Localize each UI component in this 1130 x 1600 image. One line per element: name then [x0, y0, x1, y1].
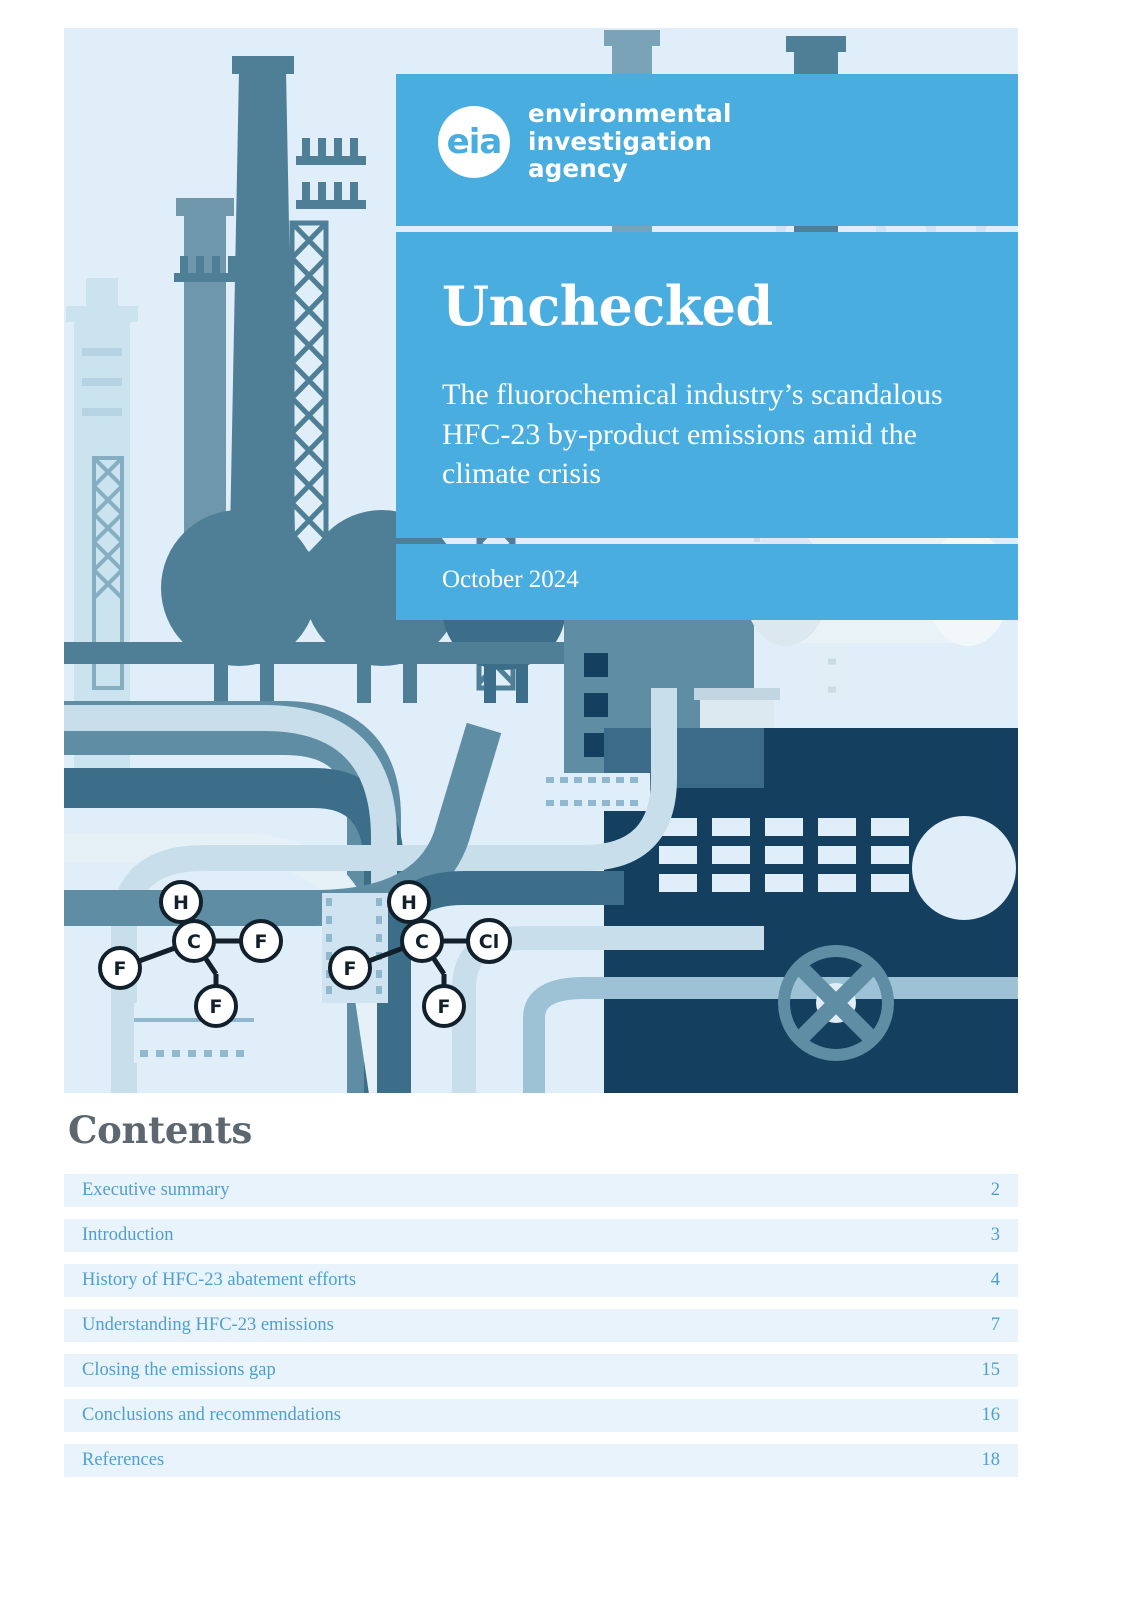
svg-text:H: H: [401, 892, 417, 914]
svg-text:F: F: [343, 958, 357, 980]
contents-heading: Contents: [68, 1108, 253, 1152]
organisation-name-line-2: investigation: [528, 126, 713, 156]
toc-item-label: Executive summary: [82, 1180, 230, 1200]
svg-text:H: H: [173, 892, 189, 914]
toc-row[interactable]: [64, 1444, 1018, 1477]
organisation-name-line-3: agency: [528, 154, 628, 184]
svg-text:F: F: [437, 996, 451, 1018]
toc-item-page: 2: [990, 1180, 1000, 1200]
toc-item-page: 15: [981, 1360, 1000, 1380]
report-title: Unchecked: [442, 274, 773, 338]
svg-text:Cl: Cl: [478, 931, 500, 953]
toc-item-label: History of HFC-23 abatement efforts: [82, 1270, 357, 1290]
contents-section: [64, 1108, 1018, 1489]
toc-row[interactable]: [64, 1174, 1018, 1207]
toc-item-label: Conclusions and recommendations: [82, 1405, 341, 1425]
svg-text:C: C: [415, 931, 429, 953]
toc-item-page: 4: [990, 1270, 1000, 1290]
toc-row[interactable]: [64, 1399, 1018, 1432]
toc-row[interactable]: [64, 1354, 1018, 1387]
logo-mark-text: eia: [446, 122, 502, 162]
cover-title-block: [396, 74, 1018, 620]
logo-band: [396, 74, 1018, 226]
toc-item-page: 3: [990, 1225, 1000, 1245]
cover-illustration: [64, 28, 1018, 1093]
report-subtitle: The fluorochemical industry’s scandalous HFC-23 by-product emissions amid the climate crisis: [442, 377, 943, 491]
toc-row[interactable]: [64, 1219, 1018, 1252]
svg-text:F: F: [113, 958, 127, 980]
toc-item-page: 18: [981, 1450, 1000, 1470]
organisation-name: [528, 100, 732, 183]
svg-text:C: C: [187, 931, 201, 953]
toc-item-label: References: [82, 1450, 165, 1470]
svg-text:F: F: [209, 996, 223, 1018]
toc-item-page: 16: [981, 1405, 1000, 1425]
toc-item-label: Closing the emissions gap: [82, 1360, 276, 1380]
eia-logo-icon: [438, 106, 510, 178]
toc-item-page: 7: [990, 1315, 1000, 1335]
publication-date: October 2024: [442, 566, 579, 594]
toc-item-label: Understanding HFC-23 emissions: [82, 1315, 334, 1335]
svg-text:F: F: [254, 931, 268, 953]
toc-row[interactable]: [64, 1309, 1018, 1342]
toc-item-label: Introduction: [82, 1225, 174, 1245]
date-band: [396, 544, 1018, 620]
organisation-name-line-1: environmental: [528, 99, 732, 128]
toc-row[interactable]: [64, 1264, 1018, 1297]
title-band: [396, 232, 1018, 538]
